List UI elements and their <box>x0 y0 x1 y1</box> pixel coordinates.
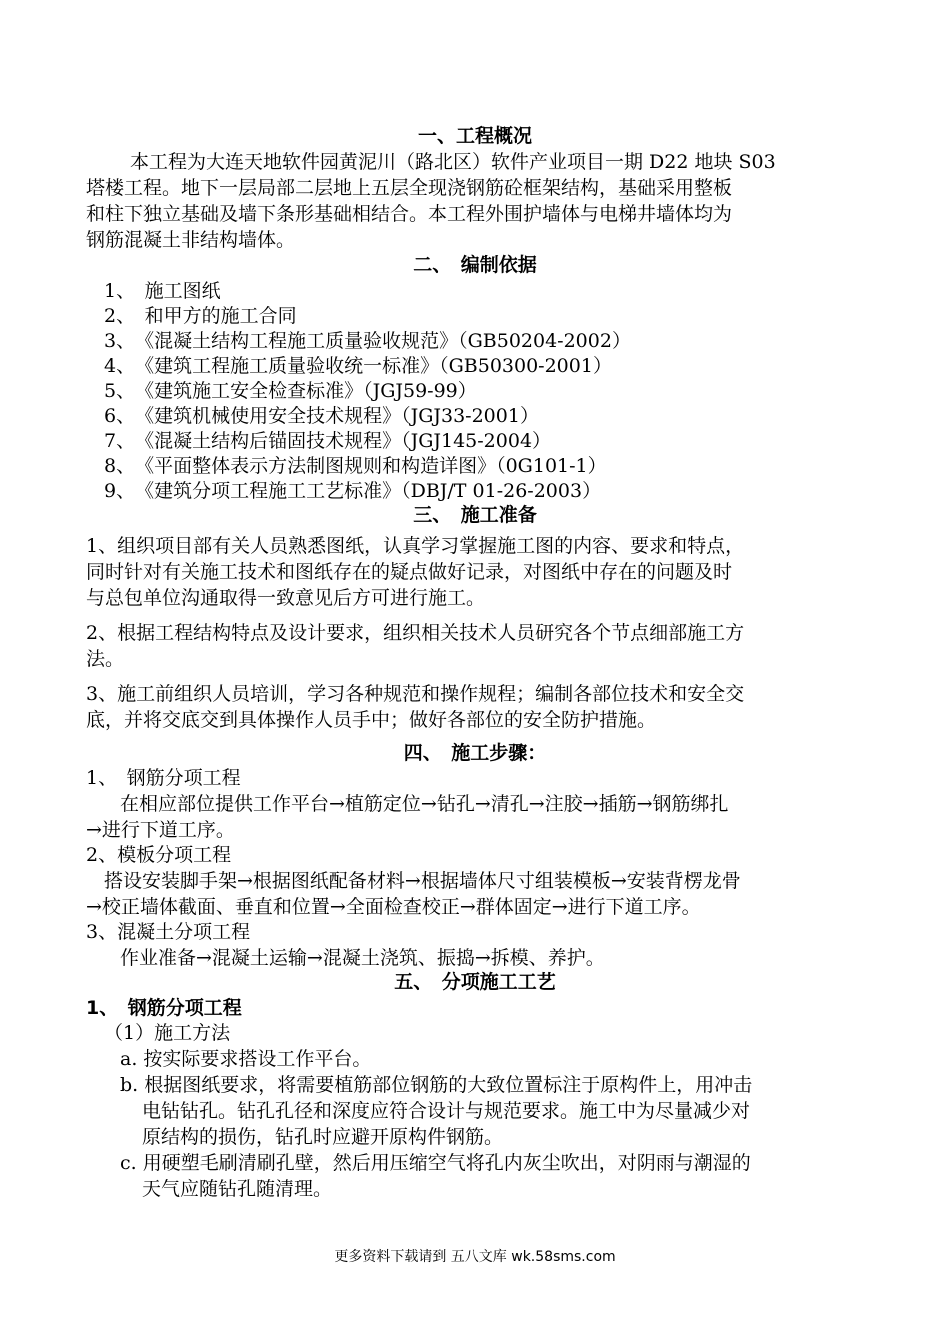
section-4-title: 四、 施工步骤： <box>403 742 547 764</box>
list-item: 4、 《建筑工程施工质量验收统一标准》（GB50300-2001） <box>104 355 612 377</box>
list-item: 6、 《建筑机械使用安全技术规程》（JGJ33-2001） <box>104 405 539 427</box>
paragraph-line: 与总包单位沟通取得一致意见后方可进行施工。 <box>86 587 486 609</box>
list-item: 2、 和甲方的施工合同 <box>104 305 297 327</box>
section-1-title: 一、工程概况 <box>417 125 532 147</box>
section-2-title: 二、 编制依据 <box>413 254 537 276</box>
list-item: 1、 施工图纸 <box>104 280 221 302</box>
paragraph-line: 同时针对有关施工技术和图纸存在的疑点做好记录，对图纸中存在的问题及时 <box>86 561 733 583</box>
footer-text: 更多资料下载请到 五八文库 wk.58sms.com <box>334 1249 616 1265</box>
section-3-title: 三、 施工准备 <box>413 504 537 526</box>
paragraph-line: 塔楼工程。地下一层局部二层地上五层全现浇钢筋砼框架结构，基础采用整板 <box>86 177 733 199</box>
list-item: 3、 《混凝土结构工程施工质量验收规范》（GB50204-2002） <box>104 330 631 352</box>
paragraph-line: 原结构的损伤，钻孔时应避开原构件钢筋。 <box>142 1126 504 1148</box>
list-item: 8、 《平面整体表示方法制图规则和构造详图》（0G101-1） <box>104 455 607 477</box>
paragraph-line: 本工程为大连天地软件园黄泥川（路北区）软件产业项目一期 D22 地块 S03 <box>130 151 776 173</box>
list-item: 7、 《混凝土结构后锚固技术规程》（JGJ145-2004） <box>104 430 552 452</box>
paragraph-line: 搭设安装脚手架→根据图纸配备材料→根据墙体尺寸组装模板→安装背楞龙骨 <box>104 870 741 892</box>
list-item: 9、 《建筑分项工程施工工艺标准》（DBJ/T 01-26-2003） <box>104 480 602 502</box>
step-heading: 3、混凝土分项工程 <box>86 921 251 943</box>
paragraph-line: 法。 <box>86 648 125 670</box>
paragraph-line: 底，并将交底交到具体操作人员手中；做好各部位的安全防护措施。 <box>86 709 657 731</box>
step-heading: 1、 钢筋分项工程 <box>86 767 241 789</box>
paragraph-line: 3、施工前组织人员培训，学习各种规范和操作规程；编制各部位技术和安全交 <box>86 683 745 705</box>
paragraph-line: 电钻钻孔。钻孔孔径和深度应符合设计与规范要求。施工中为尽量减少对 <box>142 1100 751 1122</box>
paragraph-line: 天气应随钻孔随清理。 <box>142 1178 333 1200</box>
paragraph-line: c. 用硬塑毛刷清刷孔壁，然后用压缩空气将孔内灰尘吹出，对阴雨与潮湿的 <box>120 1152 751 1174</box>
paragraph-line: b. 根据图纸要求，将需要植筋部位钢筋的大致位置标注于原构件上，用冲击 <box>120 1074 753 1096</box>
paragraph-line: 钢筋混凝土非结构墙体。 <box>86 229 296 251</box>
subsection-subtitle: （1）施工方法 <box>104 1022 231 1044</box>
paragraph-line: →校正墙体截面、垂直和位置→全面检查校正→群体固定→进行下道工序。 <box>86 896 701 918</box>
section-5-title: 五、 分项施工工艺 <box>394 971 556 993</box>
paragraph-line: 在相应部位提供工作平台→植筋定位→钻孔→清孔→注胶→插筋→钢筋绑扎 <box>120 793 729 815</box>
paragraph-line: →进行下道工序。 <box>86 819 235 841</box>
paragraph-line: 作业准备→混凝土运输→混凝土浇筑、振捣→拆模、养护。 <box>120 947 605 969</box>
paragraph-line: 1、组织项目部有关人员熟悉图纸，认真学习掌握施工图的内容、要求和特点， <box>86 535 745 557</box>
paragraph-line: 和柱下独立基础及墙下条形基础相结合。本工程外围护墙体与电梯井墙体均为 <box>86 203 733 225</box>
list-item: 5、 《建筑施工安全检查标准》（JGJ59-99） <box>104 380 477 402</box>
paragraph-line: 2、根据工程结构特点及设计要求，组织相关技术人员研究各个节点细部施工方 <box>86 622 745 644</box>
step-heading: 2、模板分项工程 <box>86 844 232 866</box>
paragraph-line: a. 按实际要求搭设工作平台。 <box>120 1048 372 1070</box>
subsection-title: 1、 钢筋分项工程 <box>86 997 242 1019</box>
